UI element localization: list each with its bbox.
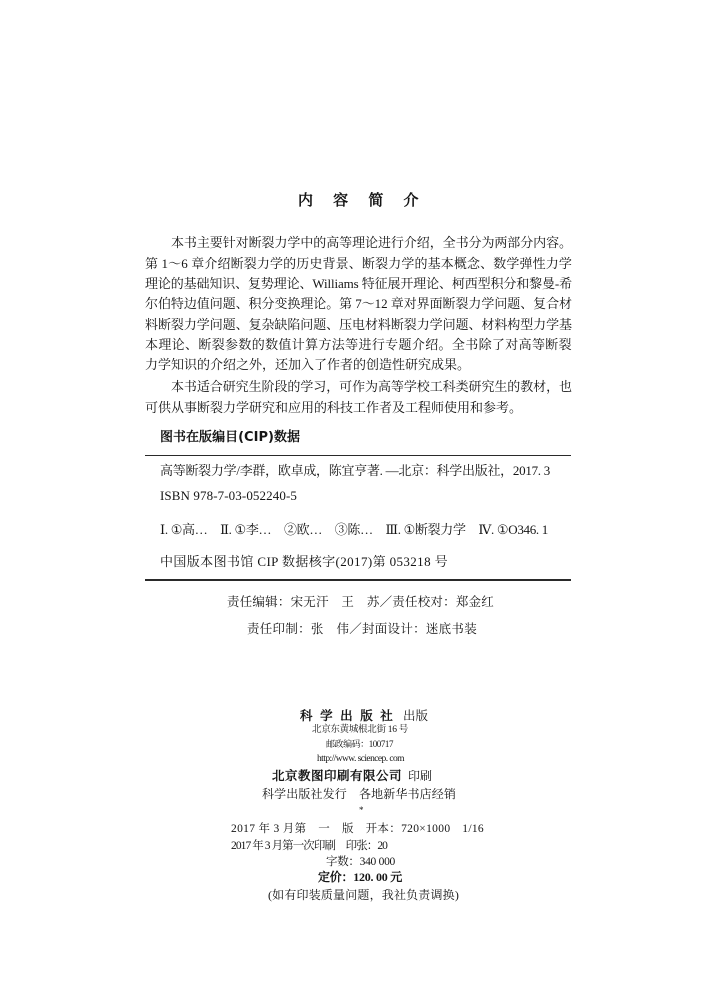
cip-heading: 图书在版编目(CIP)数据 xyxy=(160,430,300,445)
edition-line: 2017 年 3 月第 一 版 开本：720×1000 1/16 xyxy=(231,823,484,835)
intro-paragraph-2-line-2: 可供从事断裂力学研究和应用的科技工作者及工程师使用和参考。 xyxy=(145,400,523,415)
price: 定价：120. 00 元 xyxy=(318,870,402,884)
publisher-address: 北京东黄城根北街 16 号 xyxy=(312,725,408,735)
cip-top-rule xyxy=(145,455,571,456)
separator-asterisk: * xyxy=(359,805,364,815)
word-count: 字数：340 000 xyxy=(326,856,395,868)
intro-paragraph-1-line-3: 理论的基础知识、复势理论、Williams 特征展开理论、柯西型积分和黎曼-希 xyxy=(145,276,572,291)
intro-title: 内 容 简 介 xyxy=(298,191,426,209)
publisher-website: http://www. sciencep. com xyxy=(317,754,404,764)
publisher-postcode: 邮政编码：100717 xyxy=(326,739,393,749)
intro-paragraph-1-line-5: 料断裂力学问题、复杂缺陷问题、压电材料断裂力学问题、材料构型力学基 xyxy=(145,317,572,332)
publisher-name: 科 学 出 版 社 xyxy=(300,709,395,723)
cip-bottom-rule xyxy=(145,579,571,581)
return-note: (如有印装质量问题，我社负责调换) xyxy=(268,888,459,902)
printer-name: 北京教图印刷有限公司 xyxy=(272,769,402,783)
intro-paragraph-1-line-7: 力学知识的介绍之外，还加入了作者的创造性研究成果。 xyxy=(145,357,471,372)
cip-number: 中国版本图书馆 CIP 数据核字(2017)第 053218 号 xyxy=(160,554,448,569)
cip-classification: Ⅰ. ①高… Ⅱ. ①李… ②欧… ③陈… Ⅲ. ①断裂力学 Ⅳ. ①O346. 1 xyxy=(160,522,548,537)
publisher-suffix: 出版 xyxy=(403,709,429,723)
intro-paragraph-1-line-1: 本书主要针对断裂力学中的高等理论进行介绍，全书分为两部分内容。 xyxy=(171,235,572,250)
intro-paragraph-1-line-6: 本理论、断裂参数的数值计算方法等进行专题介绍。全书除了对高等断裂 xyxy=(145,337,572,352)
intro-paragraph-1-line-4: 尔伯特边值问题、积分变换理论。第 7～12 章对界面断裂力学问题、复合材 xyxy=(145,296,572,311)
printer-suffix: 印刷 xyxy=(408,769,433,783)
intro-paragraph-2-line-1: 本书适合研究生阶段的学习，可作为高等学校工科类研究生的教材，也 xyxy=(171,379,572,394)
cip-entry: 高等断裂力学/李群，欧卓成，陈宜亨著. —北京：科学出版社，2017. 3 xyxy=(160,463,550,478)
credits-editors: 责任编辑：宋无汗 王 苏／责任校对：郑金红 xyxy=(227,595,494,609)
printing-line: 2017 年 3 月第一次印刷 印张：20 xyxy=(231,840,387,852)
credits-production: 责任印制：张 伟／封面设计：迷底书装 xyxy=(247,622,477,636)
cip-isbn: ISBN 978-7-03-052240-5 xyxy=(160,488,297,503)
intro-paragraph-1-line-2: 第 1～6 章介绍断裂力学的历史背景、断裂力学的基本概念、数学弹性力学 xyxy=(145,256,572,271)
distribution-line: 科学出版社发行 各地新华书店经销 xyxy=(262,787,456,801)
